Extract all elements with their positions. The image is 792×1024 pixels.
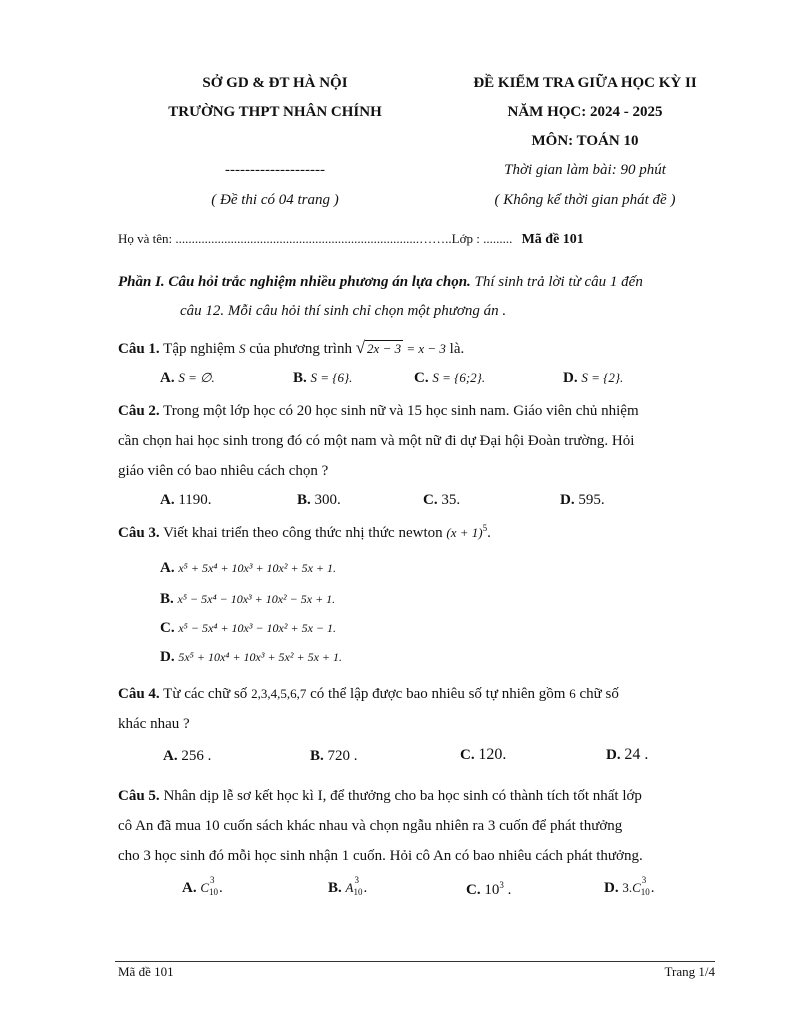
option-text: 256 . bbox=[181, 748, 212, 764]
q3-option-c[interactable] bbox=[160, 620, 336, 637]
q4-text-line2: khác nhau ? bbox=[118, 716, 190, 732]
question-1 bbox=[118, 338, 464, 358]
q1-text-b: của phương trình bbox=[245, 341, 356, 357]
option-letter: C. bbox=[414, 370, 429, 386]
option-base: C bbox=[200, 880, 210, 895]
option-sup: 3 bbox=[210, 874, 215, 885]
q5-option-b[interactable] bbox=[328, 874, 368, 897]
question-4 bbox=[118, 686, 619, 703]
q2-option-c[interactable] bbox=[423, 492, 460, 509]
part1-instruction: Thí sinh trả lời từ câu 1 đến bbox=[470, 274, 643, 290]
q3-option-a[interactable] bbox=[160, 560, 336, 577]
option-letter: B. bbox=[328, 880, 342, 896]
option-letter: B. bbox=[297, 492, 311, 508]
option-letter: D. bbox=[606, 747, 621, 763]
q1-equation: √ 2x − 3 = x − 3 bbox=[355, 338, 446, 357]
footer-page-number: Trang 1/4 bbox=[664, 964, 715, 979]
q4-option-b[interactable] bbox=[310, 748, 358, 765]
option-letter: C. bbox=[466, 882, 481, 898]
option-text: 35. bbox=[441, 492, 461, 508]
q1-rhs: = x − 3 bbox=[403, 341, 446, 356]
option-letter: C. bbox=[460, 747, 475, 763]
page-count-note: ( Đề thi có 04 trang ) bbox=[211, 192, 339, 208]
option-sub: 10 bbox=[640, 886, 650, 897]
option-text: x⁵ − 5x⁴ − 10x³ + 10x² − 5x + 1. bbox=[177, 592, 336, 606]
duration-note: ( Không kể thời gian phát đề ) bbox=[494, 192, 676, 208]
option-letter: A. bbox=[163, 748, 178, 764]
option-text: 595. bbox=[578, 492, 605, 508]
q3-option-b[interactable] bbox=[160, 591, 335, 608]
footer-exam-code: Mã đề 101 bbox=[118, 964, 174, 979]
school-year: NĂM HỌC: 2024 - 2025 bbox=[507, 104, 663, 120]
option-text: x⁵ + 5x⁴ + 10x³ + 10x² + 5x + 1. bbox=[178, 561, 337, 575]
q1-text-c: là. bbox=[445, 341, 465, 357]
q2-text-line3: giáo viên có bao nhiêu cách chọn ? bbox=[118, 463, 329, 479]
option-end: . bbox=[650, 880, 655, 896]
option-letter: D. bbox=[563, 370, 578, 386]
option-base: A bbox=[345, 880, 354, 895]
q2-option-b[interactable] bbox=[297, 492, 341, 509]
name-class-label: Họ và tên: ...........................................................................……..Lớp : ......... bbox=[118, 231, 513, 246]
q4-option-c[interactable] bbox=[460, 746, 506, 764]
q1-option-b[interactable] bbox=[293, 370, 352, 387]
option-letter: A. bbox=[182, 880, 197, 896]
school-name: TRƯỜNG THPT NHÂN CHÍNH bbox=[168, 104, 382, 120]
footer-divider bbox=[115, 961, 715, 962]
q2-text: Trong một lớp học có 20 học sinh nữ và 15 học sinh nam. Giáo viên chủ nhiệm bbox=[159, 403, 639, 419]
option-letter: B. bbox=[293, 370, 307, 386]
option-text: S = {2}. bbox=[581, 370, 624, 385]
q5-text-line2: cô An đã mua 10 cuốn sách khác nhau và chọn ngẫu nhiên ra 3 cuốn để phát thưởng bbox=[118, 818, 623, 834]
q1-option-d[interactable] bbox=[563, 370, 623, 387]
option-sup: 3 bbox=[641, 874, 647, 885]
header-dashes: -------------------- bbox=[225, 162, 325, 178]
q2-option-d[interactable] bbox=[560, 492, 605, 509]
option-text: 300. bbox=[314, 492, 341, 508]
q3-exponent: 5 bbox=[482, 523, 488, 533]
q4-digits: 2,3,4,5,6,7 bbox=[251, 686, 307, 701]
q3-label: Câu 3. bbox=[118, 525, 160, 541]
option-end: . bbox=[363, 880, 368, 896]
q2-option-a[interactable] bbox=[160, 492, 212, 509]
q3-option-d[interactable] bbox=[160, 649, 342, 666]
q1-text: Tập nghiệm bbox=[159, 341, 239, 357]
question-3 bbox=[118, 523, 491, 542]
student-info-line bbox=[118, 231, 584, 248]
option-letter: A. bbox=[160, 492, 175, 508]
option-sub: 10 bbox=[209, 886, 219, 897]
option-base: C bbox=[632, 880, 641, 895]
q4-label: Câu 4. bbox=[118, 686, 160, 702]
exam-duration: Thời gian làm bài: 90 phút bbox=[504, 162, 666, 178]
school-department: SỞ GD & ĐT HÀ NỘI bbox=[202, 75, 348, 91]
option-text: 1190. bbox=[178, 492, 212, 508]
option-prefix: 3. bbox=[622, 880, 633, 895]
q4-text-c: chữ số bbox=[575, 686, 619, 702]
q5-label: Câu 5. bbox=[118, 788, 160, 804]
exam-code: Mã đề 101 bbox=[521, 232, 584, 247]
option-letter: A. bbox=[160, 370, 175, 386]
q4-option-a[interactable] bbox=[163, 748, 211, 765]
option-text: S = {6;2}. bbox=[432, 370, 486, 385]
exam-title: ĐỀ KIỂM TRA GIỮA HỌC KỲ II bbox=[473, 75, 697, 91]
q5-option-c[interactable] bbox=[466, 880, 511, 899]
question-2 bbox=[118, 403, 639, 420]
q3-expr: (x + 1) bbox=[446, 525, 483, 540]
option-letter: B. bbox=[160, 591, 174, 607]
q1-option-a[interactable] bbox=[160, 370, 215, 387]
option-text: 5x⁵ + 10x⁴ + 10x³ + 5x² + 5x + 1. bbox=[178, 650, 343, 664]
option-sup: 3 bbox=[354, 874, 359, 885]
question-5 bbox=[118, 788, 642, 805]
option-text: 10 bbox=[484, 882, 500, 898]
option-text: S = {6}. bbox=[310, 370, 353, 385]
q2-label: Câu 2. bbox=[118, 403, 160, 419]
q4-option-d[interactable] bbox=[606, 746, 648, 764]
part1-heading bbox=[118, 274, 718, 291]
q1-var: S bbox=[238, 341, 246, 356]
option-end: . bbox=[503, 882, 512, 898]
option-letter: D. bbox=[560, 492, 575, 508]
option-end: . bbox=[219, 880, 223, 896]
option-text: x⁵ − 5x⁴ + 10x³ − 10x² + 5x − 1. bbox=[178, 621, 337, 635]
q1-label: Câu 1. bbox=[118, 341, 160, 357]
option-text: 120. bbox=[478, 746, 507, 763]
q4-text-b: có thể lập được bao nhiêu số tự nhiên gồm bbox=[306, 686, 570, 702]
q3-text: Viết khai triển theo công thức nhị thức newton bbox=[159, 525, 447, 541]
option-letter: A. bbox=[160, 560, 175, 576]
q3-end: . bbox=[487, 525, 491, 541]
option-text: 24 . bbox=[624, 746, 649, 763]
option-text: 720 . bbox=[327, 748, 358, 764]
q4-text: Từ các chữ số bbox=[159, 686, 252, 702]
q4-six: 6 bbox=[569, 686, 576, 701]
option-letter: B. bbox=[310, 748, 324, 764]
option-sup: 3 bbox=[499, 880, 504, 890]
option-letter: D. bbox=[604, 880, 619, 896]
q1-option-c[interactable] bbox=[414, 370, 485, 387]
part1-instruction-cont: câu 12. Mỗi câu hỏi thí sinh chỉ chọn một phương án . bbox=[180, 303, 507, 319]
q2-text-line2: cần chọn hai học sinh trong đó có một nam và một nữ đi dự Đại hội Đoàn trường. Hỏi bbox=[118, 433, 635, 449]
q1-radicand: 2x − 3 bbox=[367, 341, 402, 356]
option-letter: C. bbox=[423, 492, 438, 508]
subject: MÔN: TOÁN 10 bbox=[531, 133, 639, 149]
part1-title: Phần I. Câu hỏi trắc nghiệm nhiều phương án lựa chọn. bbox=[118, 274, 471, 290]
q5-text-line3: cho 3 học sinh đó mỗi học sinh nhận 1 cuốn. Hỏi cô An có bao nhiêu cách phát thưởng. bbox=[118, 848, 643, 864]
option-text: S = ∅. bbox=[178, 370, 215, 385]
option-sub: 10 bbox=[353, 886, 363, 897]
q5-text: Nhân dịp lễ sơ kết học kì I, để thưởng cho ba học sinh có thành tích tốt nhất lớp bbox=[159, 788, 642, 804]
q5-option-d[interactable] bbox=[604, 874, 655, 897]
q5-option-a[interactable] bbox=[182, 874, 223, 897]
option-letter: C. bbox=[160, 620, 175, 636]
option-letter: D. bbox=[160, 649, 175, 665]
